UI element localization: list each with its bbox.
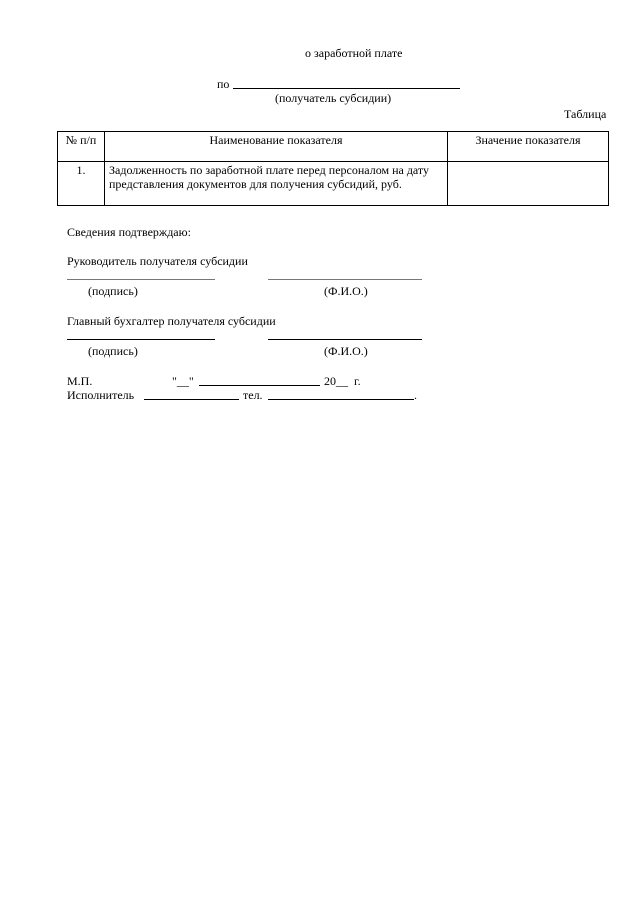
recipient-line: [233, 88, 460, 89]
accountant-fio-caption: (Ф.И.О.): [324, 344, 368, 358]
head-signature-caption: (подпись): [88, 284, 138, 298]
head-fio-line: [268, 279, 422, 280]
indicator-table: [57, 131, 609, 206]
po-label: по: [217, 77, 230, 91]
date-day-field: "__": [172, 374, 194, 388]
head-label: Руководитель получателя субсидии: [67, 254, 248, 268]
executor-label: Исполнитель: [67, 388, 135, 402]
column-header-indicator-value: Значение показателя: [448, 132, 609, 162]
head-signature-line: [67, 279, 215, 280]
column-header-number: № п/п: [58, 132, 105, 162]
executor-line: [144, 399, 239, 400]
recipient-caption: (получатель субсидии): [275, 91, 392, 105]
phone-line: [268, 399, 414, 400]
row-indicator-name: Задолженность по заработной плате перед персоналом на дату представления документов для получения субсидий, руб.: [105, 162, 448, 206]
accountant-signature-line: [67, 339, 215, 340]
table-header-row: [58, 132, 609, 162]
stamp-label: М.П.: [67, 374, 93, 388]
table-row: [58, 162, 609, 206]
row-number: 1.: [58, 162, 105, 206]
phone-label: тел.: [243, 388, 263, 402]
accountant-signature-caption: (подпись): [88, 344, 138, 358]
date-year-suffix: г.: [354, 374, 361, 388]
date-year-prefix: 20__: [324, 374, 348, 388]
document-title-line: о заработной плате: [305, 46, 403, 60]
date-month-line: [199, 385, 320, 386]
row-indicator-value: [448, 162, 609, 206]
accountant-label: Главный бухгалтер получателя субсидии: [67, 314, 276, 328]
confirm-text: Сведения подтверждаю:: [67, 225, 191, 239]
phone-period: .: [414, 388, 417, 402]
table-label: Таблица: [564, 107, 607, 121]
accountant-fio-line: [268, 339, 422, 340]
head-fio-caption: (Ф.И.О.): [324, 284, 368, 298]
column-header-indicator-name: Наименование показателя: [105, 132, 448, 162]
